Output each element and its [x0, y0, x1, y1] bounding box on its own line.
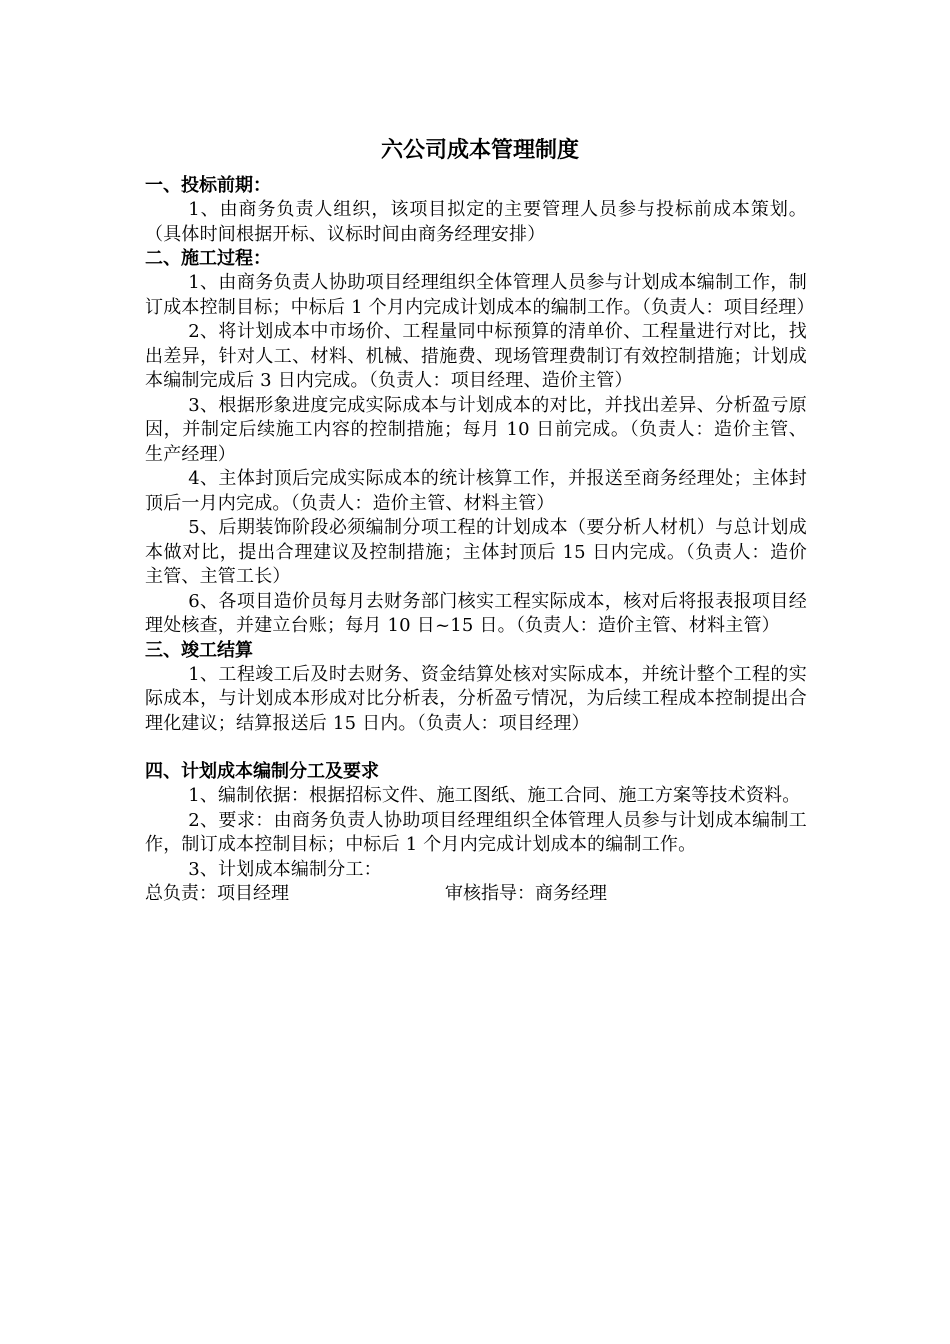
paragraph: 2、要求：由商务负责人协助项目经理组织全体管理人员参与计划成本编制工作，制订成本控制目标；中标后 1 个月内完成计划成本的编制工作。 [145, 809, 807, 855]
section-bidding [145, 174, 807, 247]
paragraph: 5、后期装饰阶段必须编制分项工程的计划成本（要分析人材机）与总计划成本做对比，提出合理建议及控制措施；主体封顶后 15 日内完成。（负责人：造价主管、主管工长） [145, 517, 807, 587]
paragraph: 4、主体封顶后完成实际成本的统计核算工作，并报送至商务经理处；主体封顶后一月内完成。（负责人：造价主管、材料主管） [145, 468, 807, 514]
section-completion-settlement [145, 639, 807, 737]
paragraph: 2、将计划成本中市场价、工程量同中标预算的清单价、工程量进行对比，找出差异，针对人工、材料、机械、措施费、现场管理费制订有效控制措施；计划成本编制完成后 3 日内完成。（负责人：项目经理、造价主管） [145, 321, 807, 391]
paragraph: 1、工程竣工后及时去财务、资金结算处核对实际成本，并统计整个工程的实际成本，与计划成本形成对比分析表，分析盈亏情况，为后续工程成本控制提出合理化建议；结算报送后 15 日内。（负责人：项目经理） [145, 663, 807, 734]
blank-line [145, 736, 807, 760]
review-guidance: 审核指导：商务经理 [445, 883, 607, 904]
document-title: 六公司成本管理制度 [380, 138, 579, 163]
paragraph: 1、由商务负责人组织，该项目拟定的主要管理人员参与投标前成本策划。（具体时间根据开标、议标时间由商务经理安排） [145, 199, 807, 245]
paragraph: 1、编制依据：根据招标文件、施工图纸、施工合同、施工方案等技术资料。 [188, 785, 801, 806]
paragraph: 1、由商务负责人协助项目经理组织全体管理人员参与计划成本编制工作，制订成本控制目标；中标后 1 个月内完成计划成本的编制工作。（负责人：项目经理） [145, 272, 815, 318]
section-plan-cost-division [145, 760, 807, 882]
section-heading: 四、计划成本编制分工及要求 [145, 761, 379, 782]
paragraph: 3、计划成本编制分工： [188, 858, 382, 880]
section-heading: 一、投标前期： [145, 175, 271, 196]
paragraph: 6、各项目造价员每月去财务部门核实工程实际成本，核对后将报表报项目经理处核查，并建立台账；每月 10 日~15 日。（负责人：造价主管、材料主管） [145, 590, 807, 636]
section-heading: 三、竣工结算 [145, 639, 253, 661]
document-page [145, 134, 815, 906]
general-responsible: 总负责：项目经理 [145, 883, 289, 904]
signoff-row [145, 882, 807, 906]
section-construction [145, 247, 815, 639]
section-heading: 二、施工过程： [145, 248, 271, 269]
paragraph: 3、根据形象进度完成实际成本与计划成本的对比，并找出差异、分析盈亏原因，并制定后续施工内容的控制措施；每月 10 日前完成。（负责人：造价主管、生产经理） [145, 394, 807, 465]
